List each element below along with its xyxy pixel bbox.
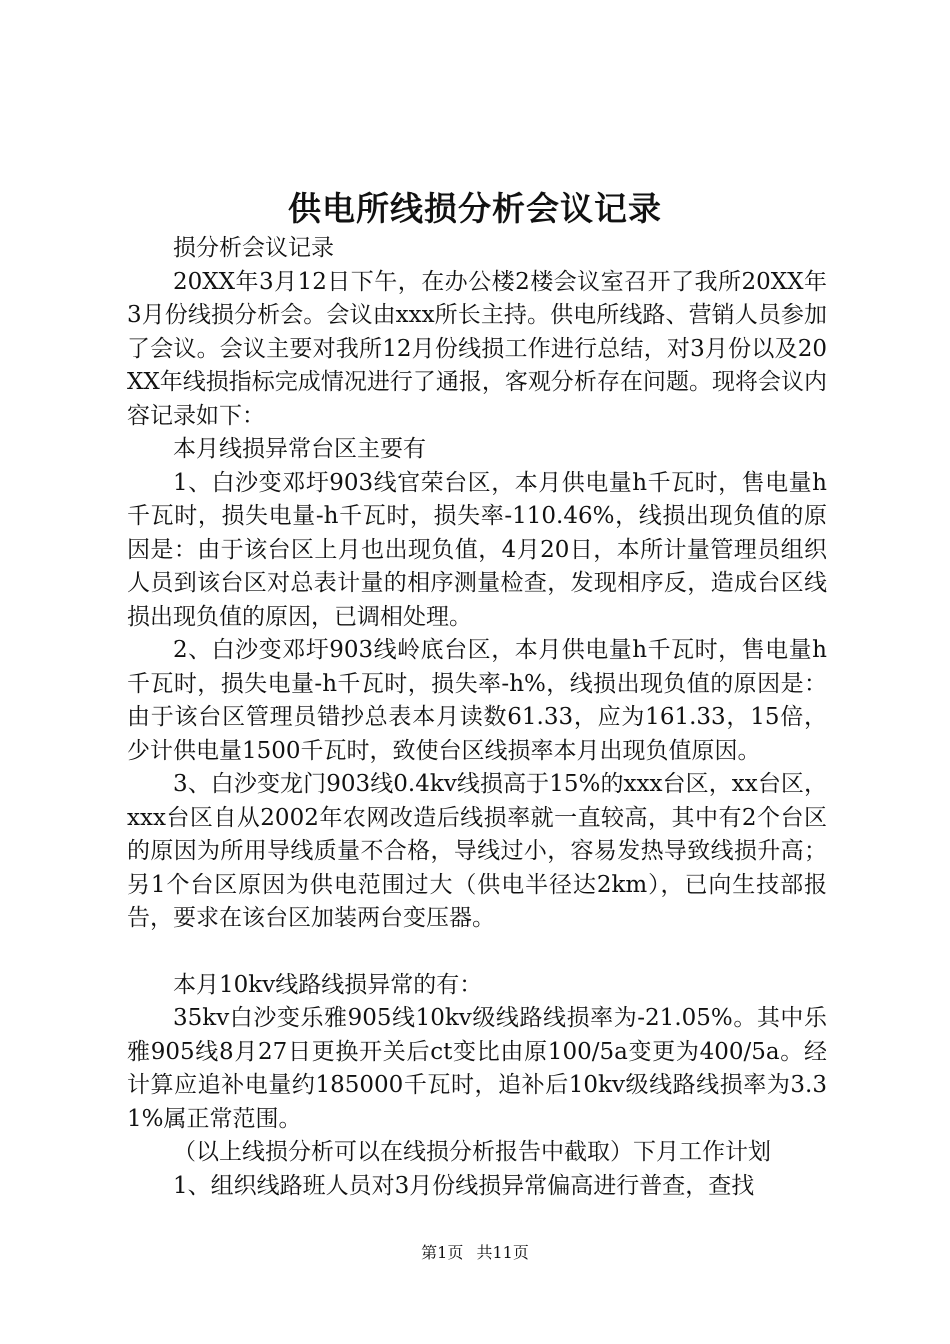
page-number: 第1页 [421, 1243, 464, 1262]
paragraph-next-plan: （以上线损分析可以在线损分析报告中截取）下月工作计划 [173, 1139, 771, 1165]
paragraph-plan-item-1: 1、组织线路班人员对3月份线损异常偏高进行普查，查找 [173, 1172, 755, 1199]
paragraph-item-3: 3、白沙变龙门903线0.4kv线损高于15%的xxx台区，xx台区，xxx台区自从2002年农网改造后线损率就一直较高，其中有2个台区的原因为所用导线质量不合格，导线过小，容易发热导致线损升高；另1个台区原因为供电范围过大（供电半径达2km），已向生技部报告，要求在该台区加装两台变压器。 [127, 771, 827, 931]
paragraph-35kv: 35kv白沙变乐雅905线10kv级线路线损率为-21.05%。其中乐雅905线8月27日更换开关后ct变比由原100/5a变更为400/5a。经计算应追补电量约185000千瓦时，追补后10kv级线路线损率为3.31%属正常范围。 [127, 1005, 827, 1132]
document-title: 供电所线损分析会议记录 [288, 189, 662, 228]
document-body [127, 232, 827, 1203]
paragraph-item-2: 2、白沙变邓圩903线岭底台区，本月供电量h千瓦时，售电量h千瓦时，损失电量-h千瓦时，损失率-h%，线损出现负值的原因是：由于该台区管理员错抄总表本月读数61.33，应为161.33，15倍，少计供电量1500千瓦时，致使台区线损率本月出现负值原因。 [127, 637, 827, 764]
paragraph-10kv-heading: 本月10kv线路线损异常的有： [173, 971, 483, 998]
paragraph-section-heading: 本月线损异常台区主要有 [173, 436, 426, 462]
page-footer [0, 1242, 950, 1264]
page-total: 共11页 [476, 1243, 529, 1262]
paragraph-intro: 20XX年3月12日下午，在办公楼2楼会议室召开了我所20XX年3月份线损分析会。会议由xxx所长主持。供电所线路、营销人员参加了会议。会议主要对我所12月份线损工作进行总结，对3月份以及20XX年线损指标完成情况进行了通报，客观分析存在问题。现将会议内容记录如下： [127, 268, 827, 429]
paragraph-item-1: 1、白沙变邓圩903线官荣台区，本月供电量h千瓦时，售电量h千瓦时，损失电量-h千瓦时，损失率-110.46%，线损出现负值的原因是：由于该台区上月也出现负值，4月20日，本所计量管理员组织人员到该台区对总表计量的相序测量检查，发现相序反，造成台区线损出现负值的原因，已调相处理。 [127, 469, 827, 630]
paragraph-subtitle: 损分析会议记录 [173, 235, 334, 261]
